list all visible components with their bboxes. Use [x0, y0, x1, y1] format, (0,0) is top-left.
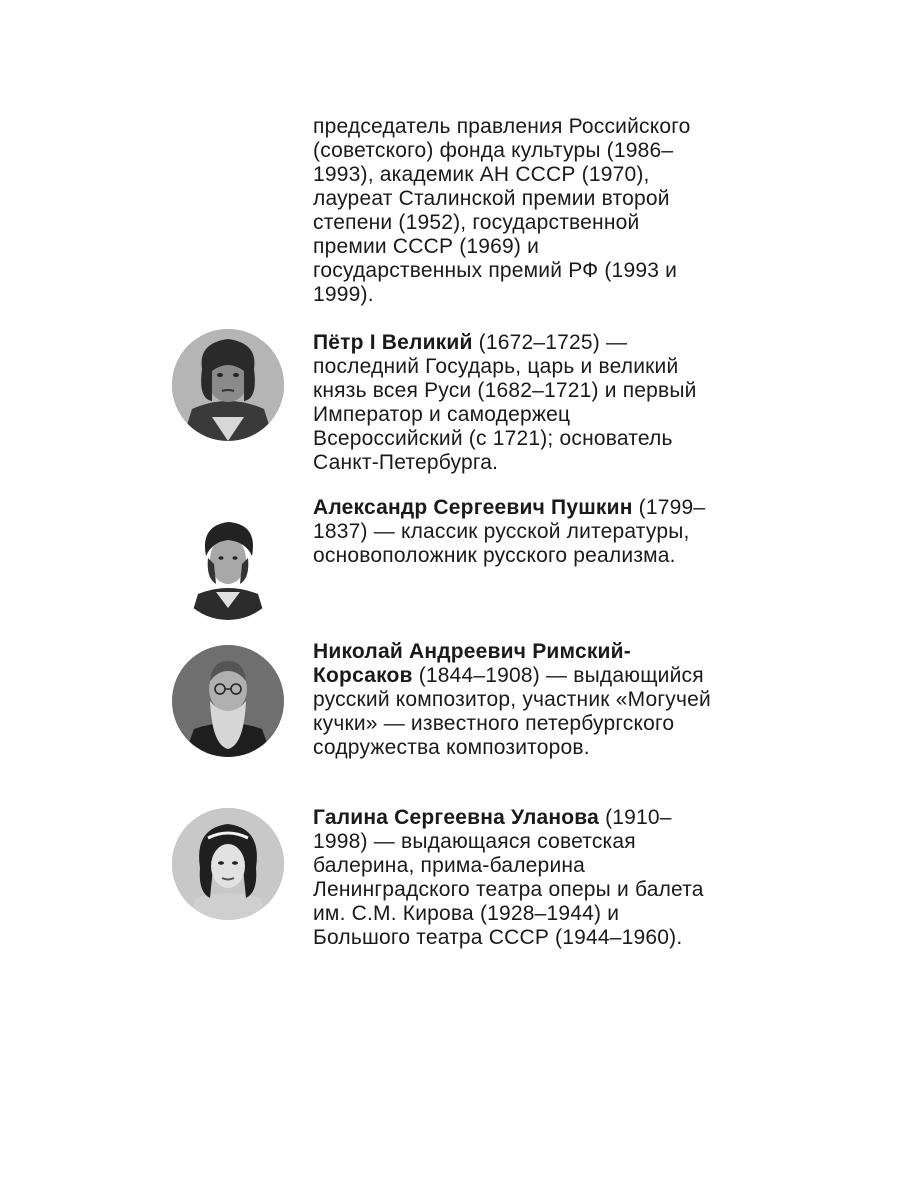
pushkin-bio [313, 496, 713, 568]
intro-text: председатель правления Российского (советского) фонда культуры (1986–1993), академик АН СССР (1970), лауреат Сталинской премии второй степени (1952), государственной премии СССР (1969) и государственных премий РФ (1993 и 1999). [313, 115, 691, 306]
ulanova-name: Галина Сергеевна Уланова [313, 806, 600, 829]
peter-description: (1672–1725) — последний Государь, царь и великий князь всея Руси (1682–1721) и первый Император и самодержец Всероссийский (с 1721); основатель Санкт-Петербурга. [313, 331, 697, 474]
rimsky-korsakov-description: (1844–1908) — выдающийся русский композитор, участник «Могучей кучки» — известного петербургского содружества композиторов. [313, 664, 711, 759]
pushkin-description: (1799–1837) — классик русской литературы, основоположник русского реализма. [313, 496, 706, 567]
pushkin-name: Александр Сергеевич Пушкин [313, 496, 633, 519]
pushkin-portrait [172, 508, 284, 620]
peter-portrait [172, 329, 284, 441]
rimsky-korsakov-bio [313, 640, 713, 760]
rimsky-korsakov-name: Николай Андреевич Римский-Корсаков [313, 640, 631, 687]
ulanova-bio [313, 806, 713, 950]
peter-bio [313, 331, 713, 475]
intro-paragraph [313, 115, 713, 307]
peter-name: Пётр I Великий [313, 331, 473, 354]
rimsky-korsakov-portrait [172, 645, 284, 757]
ulanova-description: (1910–1998) — выдающаяся советская балерина, прима-балерина Ленинградского театра оперы и балета им. С.М. Кирова (1928–1944) и Большого театра СССР (1944–1960). [313, 806, 704, 949]
ulanova-portrait [172, 808, 284, 920]
